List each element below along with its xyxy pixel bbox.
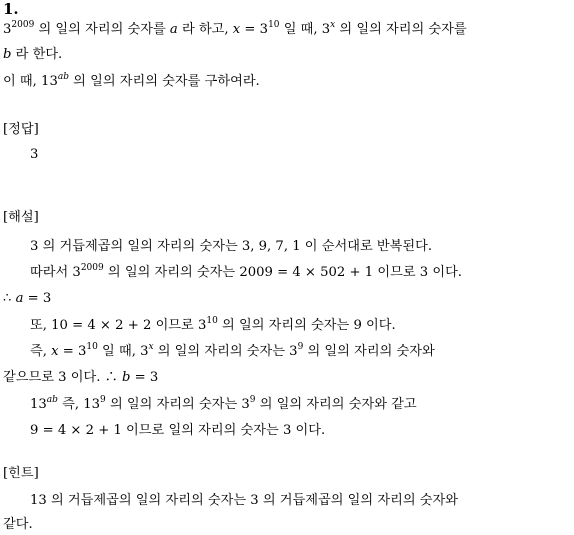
hint-line-2: 같다.: [3, 517, 33, 532]
hint-line-1: 13 의 거듭제곱의 일의 자리의 숫자는 3 의 거듭제곱의 일의 자리의 숫자와: [30, 493, 458, 508]
answer-header: [정답]: [3, 122, 39, 137]
problem-text-line-3: 이 때, $13^{ab}$ 의 일의 자리의 숫자를 구하여라.: [3, 71, 260, 89]
problem-number: 1.: [3, 0, 19, 18]
solution-header: [해설]: [3, 210, 39, 225]
solution-line-1: 3 의 거듭제곱의 일의 자리의 숫자는 3, 9, 7, 1 이 순서대로 반복된다.: [30, 239, 433, 254]
answer-value: 3: [30, 147, 39, 162]
problem-text-line-2: b 라 한다.: [3, 47, 63, 62]
solution-line-8: 9 = 4 × 2 + 1 이므로 일의 자리의 숫자는 3 이다.: [30, 423, 326, 438]
solution-line-2: 따라서 $3^{2009}$ 의 일의 자리의 숫자는 2009 = 4 × 502 + 1 이므로 3 이다.: [30, 262, 462, 280]
hint-header: [힌트]: [3, 466, 39, 481]
solution-line-6: 같으므로 3 이다. ∴ b = 3: [3, 370, 159, 385]
solution-line-4: 또, 10 = 4 × 2 + 2 이므로 $3^{10}$ 의 일의 자리의 숫자는 9 이다.: [30, 315, 396, 333]
problem-text-line-1: $3^{2009}$ 의 일의 자리의 숫자를 a 라 하고, $x = 3^{10}$ 일 때, 3$^x$ 의 일의 자리의 숫자를: [3, 19, 467, 37]
solution-line-3: ∴ a = 3: [3, 291, 52, 306]
solution-line-7: $13^{ab}$ 즉, $13^9$ 의 일의 자리의 숫자는 $3^9$ 의 일의 자리의 숫자와 같고: [30, 394, 417, 412]
solution-line-5: 즉, $x = 3^{10}$ 일 때, 3$^x$ 의 일의 자리의 숫자는 $3^9$ 의 일의 자리의 숫자와: [30, 341, 435, 359]
